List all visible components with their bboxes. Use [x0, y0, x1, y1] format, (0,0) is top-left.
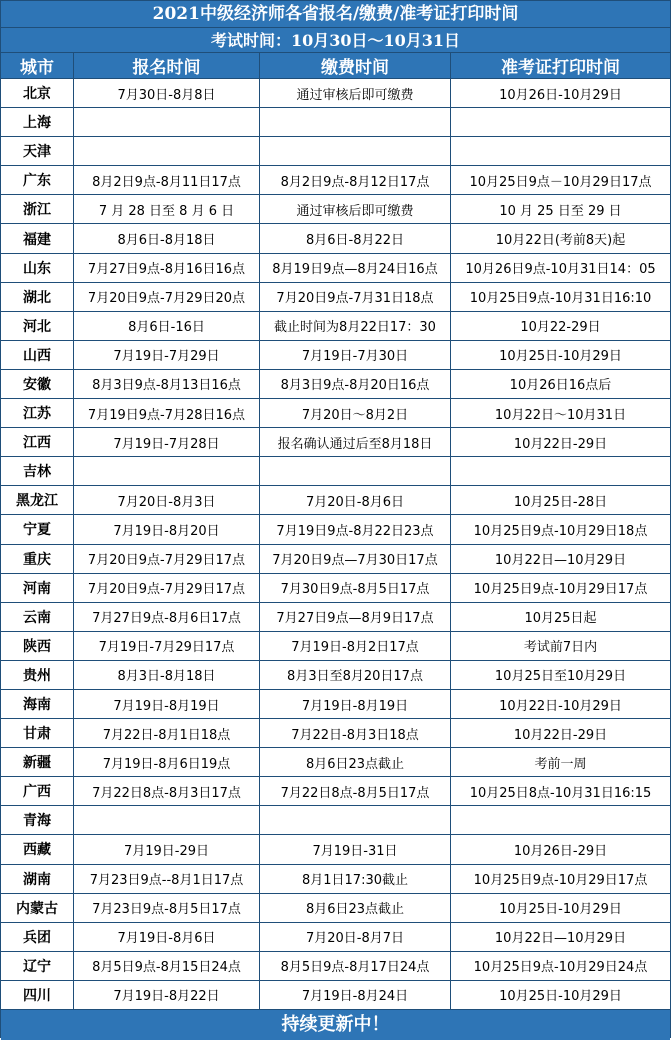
registration-cell — [74, 806, 260, 834]
payment-cell: 8月3日9点-8月20日16点 — [260, 370, 451, 398]
payment-cell: 8月6日23点截止 — [260, 894, 451, 922]
payment-cell: 8月19日9点—8月24日16点 — [260, 254, 451, 282]
payment-cell: 8月5日9点-8月17日24点 — [260, 952, 451, 980]
admission-ticket-cell: 10月22日-29日 — [513, 727, 608, 743]
table-row — [1, 399, 670, 428]
city-cell: 甘肃 — [1, 719, 74, 747]
city-cell: 海南 — [1, 690, 74, 718]
registration-cell — [74, 108, 260, 136]
admission-ticket-cell: 10月25日起 — [524, 611, 597, 627]
admission-ticket-cell — [451, 137, 670, 165]
registration-cell: 7月30日-8月8日 — [74, 79, 260, 107]
admission-ticket-cell: 10月25日9点-10月29日18点 — [473, 523, 648, 539]
table-row — [1, 108, 670, 137]
city-cell: 新疆 — [1, 748, 74, 776]
payment-cell: 7月30日9点-8月5日17点 — [260, 574, 451, 602]
table-row — [1, 748, 670, 777]
city-cell: 内蒙古 — [1, 894, 74, 922]
header-city: 城市 — [1, 53, 74, 78]
table-row — [1, 661, 670, 690]
table-row — [1, 545, 670, 574]
table-row — [1, 370, 670, 399]
admission-ticket-cell: 考前一周 — [534, 756, 587, 772]
table-row — [1, 952, 670, 981]
table-row — [1, 923, 670, 952]
table-row — [1, 603, 670, 632]
payment-cell: 7月20日-8月7日 — [260, 923, 451, 951]
registration-cell: 7月19日-8月19日 — [74, 690, 260, 718]
table-row — [1, 312, 670, 341]
registration-cell: 7月20日-8月3日 — [74, 486, 260, 514]
registration-cell: 7月19日-29日 — [74, 835, 260, 863]
payment-cell — [260, 806, 451, 834]
registration-cell: 7月20日9点-7月29日17点 — [74, 574, 260, 602]
city-cell: 福建 — [1, 224, 74, 252]
table-row — [1, 574, 670, 603]
admission-ticket-cell: 10月22日-29日 — [513, 436, 608, 452]
table-row — [1, 283, 670, 312]
table-row — [1, 254, 670, 283]
table-row — [1, 428, 670, 457]
payment-cell: 8月6日23点截止 — [260, 748, 451, 776]
admission-ticket-cell: 10月22日—10月29日 — [494, 931, 627, 947]
admission-ticket-cell: 10月25日至10月29日 — [494, 669, 627, 685]
table-row — [1, 690, 670, 719]
table-row — [1, 341, 670, 370]
registration-cell: 7月23日9点--8月1日17点 — [74, 865, 260, 893]
city-cell: 贵州 — [1, 661, 74, 689]
registration-cell: 7月20日9点-7月29日20点 — [74, 283, 260, 311]
city-cell: 广东 — [1, 166, 74, 194]
city-cell: 山西 — [1, 341, 74, 369]
payment-cell: 7月20日-8月6日 — [260, 486, 451, 514]
admission-ticket-cell: 10月25日9点-10月29日17点 — [473, 582, 648, 598]
exam-date-subtitle: 考试时间：10月30日～10月31日 — [1, 28, 670, 53]
admission-ticket-cell: 10月26日-10月29日 — [499, 87, 622, 103]
table-row — [1, 835, 670, 864]
payment-cell — [260, 108, 451, 136]
registration-cell: 7月27日9点-8月16日16点 — [74, 254, 260, 282]
admission-ticket-cell — [451, 108, 670, 136]
city-cell: 河南 — [1, 574, 74, 602]
footer-note: 持续更新中！ — [1, 1010, 670, 1040]
admission-ticket-cell: 10月22日～10月31日 — [494, 407, 627, 423]
table-row — [1, 777, 670, 806]
payment-cell — [260, 457, 451, 485]
admission-ticket-cell: 10月25日9点－10月29日17点 — [469, 174, 652, 190]
city-cell: 四川 — [1, 981, 74, 1009]
registration-cell: 7 月 28 日至 8 月 6 日 — [74, 195, 260, 223]
payment-cell: 截止时间为8月22日17：30 — [260, 312, 451, 340]
registration-cell: 8月3日9点-8月13日16点 — [74, 370, 260, 398]
payment-cell: 7月27日9点—8月9日17点 — [260, 603, 451, 631]
payment-cell: 通过审核后即可缴费 — [260, 79, 451, 107]
registration-cell: 8月3日-8月18日 — [74, 661, 260, 689]
admission-ticket-cell: 10月26日9点-10月31日14：05 — [465, 262, 656, 278]
city-cell: 黑龙江 — [1, 486, 74, 514]
payment-cell: 报名确认通过后至8月18日 — [260, 428, 451, 456]
city-cell: 天津 — [1, 137, 74, 165]
admission-ticket-cell: 10月25日-10月29日 — [499, 349, 622, 365]
city-cell: 云南 — [1, 603, 74, 631]
table-row — [1, 806, 670, 835]
registration-cell: 7月20日9点-7月29日17点 — [74, 545, 260, 573]
table-row — [1, 195, 670, 224]
admission-ticket-cell: 10月25日-28日 — [513, 494, 608, 510]
table-row — [1, 719, 670, 748]
admission-ticket-cell — [451, 806, 670, 834]
admission-ticket-cell: 10月25日-10月29日 — [499, 902, 622, 918]
table-row — [1, 894, 670, 923]
payment-cell: 8月3日至8月20日17点 — [260, 661, 451, 689]
city-cell: 陕西 — [1, 632, 74, 660]
city-cell: 湖南 — [1, 865, 74, 893]
registration-cell: 8月6日-16日 — [74, 312, 260, 340]
admission-ticket-cell: 考试前7日内 — [523, 640, 598, 656]
payment-cell: 7月19日-8月24日 — [260, 981, 451, 1009]
admission-ticket-cell: 10月25日9点-10月29日17点 — [473, 873, 648, 889]
registration-cell: 8月5日9点-8月15日24点 — [74, 952, 260, 980]
city-cell: 北京 — [1, 79, 74, 107]
city-cell: 吉林 — [1, 457, 74, 485]
registration-cell: 7月19日-8月22日 — [74, 981, 260, 1009]
payment-cell: 7月19日-8月2日17点 — [260, 632, 451, 660]
payment-cell: 通过审核后即可缴费 — [260, 195, 451, 223]
table-row — [1, 515, 670, 544]
admission-ticket-cell: 10月22日(考前8天)起 — [495, 233, 626, 249]
admission-ticket-cell: 10 月 25 日至 29 日 — [499, 203, 622, 219]
payment-cell — [260, 137, 451, 165]
table-header — [1, 53, 670, 79]
registration-cell: 8月6日-8月18日 — [74, 224, 260, 252]
header-registration: 报名时间 — [74, 53, 260, 78]
registration-cell: 7月22日-8月1日18点 — [74, 719, 260, 747]
payment-cell: 8月2日9点-8月12日17点 — [260, 166, 451, 194]
payment-cell: 7月19日-31日 — [260, 835, 451, 863]
registration-cell: 8月2日9点-8月11日17点 — [74, 166, 260, 194]
registration-cell: 7月19日-8月6日 — [74, 923, 260, 951]
admission-ticket-cell: 10月26日16点后 — [509, 378, 612, 394]
registration-cell: 7月19日-8月6日19点 — [74, 748, 260, 776]
city-cell: 青海 — [1, 806, 74, 834]
payment-cell: 8月1日17:30截止 — [260, 865, 451, 893]
table-row — [1, 137, 670, 166]
city-cell: 湖北 — [1, 283, 74, 311]
city-cell: 兵团 — [1, 923, 74, 951]
city-cell: 江苏 — [1, 399, 74, 427]
registration-cell: 7月22日8点-8月3日17点 — [74, 777, 260, 805]
city-cell: 广西 — [1, 777, 74, 805]
city-cell: 山东 — [1, 254, 74, 282]
registration-cell: 7月19日9点-7月28日16点 — [74, 399, 260, 427]
payment-cell: 7月22日8点-8月5日17点 — [260, 777, 451, 805]
payment-cell: 8月6日-8月22日 — [260, 224, 451, 252]
city-cell: 西藏 — [1, 835, 74, 863]
admission-ticket-cell: 10月22-29日 — [520, 320, 601, 336]
registration-cell: 7月27日9点-8月6日17点 — [74, 603, 260, 631]
registration-cell: 7月19日-7月29日17点 — [74, 632, 260, 660]
table-row — [1, 486, 670, 515]
payment-cell: 7月20日～8月2日 — [260, 399, 451, 427]
admission-ticket-cell: 10月22日-10月29日 — [499, 698, 622, 714]
registration-cell: 7月19日-8月20日 — [74, 515, 260, 543]
city-cell: 安徽 — [1, 370, 74, 398]
admission-ticket-cell: 10月26日-29日 — [513, 843, 608, 859]
registration-cell: 7月23日9点-8月5日17点 — [74, 894, 260, 922]
city-cell: 浙江 — [1, 195, 74, 223]
payment-cell: 7月20日9点—7月30日17点 — [260, 545, 451, 573]
admission-ticket-cell: 10月25日9点-10月31日16:10 — [469, 291, 652, 307]
admission-ticket-cell: 10月25日-10月29日 — [499, 989, 622, 1005]
table-row — [1, 166, 670, 195]
payment-cell: 7月20日9点-7月31日18点 — [260, 283, 451, 311]
table-row — [1, 224, 670, 253]
city-cell: 河北 — [1, 312, 74, 340]
table-row — [1, 457, 670, 486]
city-cell: 上海 — [1, 108, 74, 136]
payment-cell: 7月22日-8月3日18点 — [260, 719, 451, 747]
admission-ticket-cell: 10月22日—10月29日 — [494, 553, 627, 569]
payment-cell: 7月19日-7月30日 — [260, 341, 451, 369]
table-row — [1, 865, 670, 894]
header-admission-ticket: 准考证打印时间 — [501, 58, 620, 78]
registration-cell: 7月19日-7月28日 — [74, 428, 260, 456]
registration-cell — [74, 457, 260, 485]
city-cell: 宁夏 — [1, 515, 74, 543]
admission-ticket-cell: 10月25日8点-10月31日16:15 — [469, 785, 652, 801]
city-cell: 重庆 — [1, 545, 74, 573]
registration-cell: 7月19日-7月29日 — [74, 341, 260, 369]
table-row — [1, 79, 670, 108]
payment-cell: 7月19日9点-8月22日23点 — [260, 515, 451, 543]
page-title: 2021中级经济师各省报名/缴费/准考证打印时间 — [1, 1, 670, 28]
header-payment: 缴费时间 — [260, 53, 451, 78]
admission-ticket-cell: 10月25日9点-10月29日24点 — [473, 960, 648, 976]
city-cell: 江西 — [1, 428, 74, 456]
city-cell: 辽宁 — [1, 952, 74, 980]
table-body — [1, 79, 670, 1010]
table-row — [1, 981, 670, 1010]
registration-cell — [74, 137, 260, 165]
table-row — [1, 632, 670, 661]
payment-cell: 7月19日-8月19日 — [260, 690, 451, 718]
admission-ticket-cell — [451, 457, 670, 485]
